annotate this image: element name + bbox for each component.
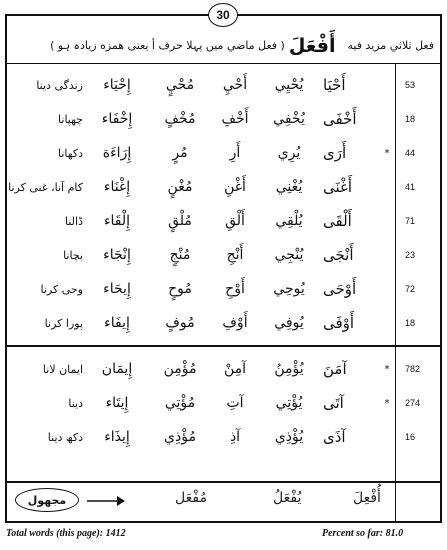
infinitive-cell: إِيحَاء — [103, 281, 131, 297]
asterisk-mark: * — [384, 147, 390, 159]
word-count-cell: 72 — [405, 284, 416, 294]
active-participle-cell: مُحْيٍ — [165, 77, 195, 93]
word-count-cell: 18 — [405, 318, 416, 328]
active-participle-cell: مُنْجٍ — [169, 247, 191, 263]
active-participle-cell: مُوحٍ — [168, 281, 192, 297]
word-count-cell: 16 — [405, 432, 416, 442]
page-number: 30 — [208, 3, 238, 27]
active-participle-cell: مُغْنٍ — [167, 179, 193, 195]
past-cell: أَوْفَى — [323, 314, 355, 332]
meaning-cell: وحی کرنا — [40, 282, 83, 296]
asterisk-mark — [381, 238, 393, 272]
past-cell: أَغْنَى — [323, 178, 353, 196]
table-row — [5, 68, 442, 102]
table-header — [5, 28, 442, 64]
past-cell: أَخْفَى — [323, 110, 357, 128]
table-row — [5, 204, 442, 238]
infinitive-cell: إِرَاءَة — [102, 145, 132, 161]
imperfect-cell: يُوفِي — [274, 315, 304, 331]
arrow-right-icon — [85, 495, 125, 507]
imperative-cell: أَحْيِ — [222, 77, 248, 93]
passive-label: مجهول — [15, 488, 79, 512]
imperfect-cell: يُوحِي — [273, 281, 305, 297]
imperative-cell: أَلْقِ — [225, 213, 245, 229]
imperfect-cell: يُرِي — [277, 145, 301, 161]
asterisk-mark — [381, 306, 393, 340]
meaning-cell: کام آنا، غنی کرنا — [8, 180, 83, 194]
infinitive-cell: إِغْنَاء — [103, 179, 131, 195]
imperfect-cell: يُلْقِي — [275, 213, 303, 229]
imperative-cell: آمِنْ — [223, 361, 247, 377]
verb-category: فعل ثلاثي مزيد فيه — [347, 39, 434, 52]
total-words: Total words (this page): 1412 — [6, 528, 126, 539]
word-count-cell: 274 — [405, 398, 421, 408]
passive-imperfect-pattern: يُفْعَلُ — [273, 490, 302, 506]
imperfect-cell: يُنْجِي — [274, 247, 304, 263]
table-row — [5, 102, 442, 136]
imperative-cell: أَنْجِ — [226, 247, 244, 263]
meaning-cell: ایمان لانا — [42, 362, 83, 376]
asterisk-mark — [381, 272, 393, 306]
past-cell: آذَى — [323, 428, 346, 446]
active-participle-cell: مُؤْذِي — [164, 429, 196, 445]
past-cell: آمَنَ — [323, 360, 347, 378]
past-cell: أَوْحَى — [323, 280, 357, 298]
meaning-cell: دینا — [68, 396, 83, 410]
imperfect-cell: يُؤْمِنُ — [274, 361, 304, 377]
imperative-cell: أَرِ — [229, 145, 241, 161]
table-row — [5, 170, 442, 204]
meaning-cell: دکھ دینا — [47, 430, 83, 444]
passive-participle-pattern: مُفْعَل — [175, 490, 207, 506]
active-participle-cell: مُؤْمِن — [163, 361, 197, 377]
asterisk-mark: * — [384, 397, 390, 409]
table-row — [5, 136, 442, 170]
section-divider — [5, 345, 442, 347]
imperfect-cell: يُؤْذِي — [274, 429, 304, 445]
table-row — [5, 420, 442, 454]
table-row — [5, 306, 442, 340]
verb-form-description: ( فعل ماضي میں پہلا حرف أ یعنی همزه زیادہ ہو ) — [50, 39, 285, 52]
active-participle-cell: مُرٍ — [172, 145, 188, 161]
word-count-cell: 18 — [405, 114, 416, 124]
passive-row — [5, 482, 442, 522]
infinitive-cell: إِيذَاء — [104, 429, 130, 445]
infinitive-cell: إِحْيَاء — [103, 77, 131, 93]
asterisk-mark: * — [384, 363, 390, 375]
table-row — [5, 238, 442, 272]
word-count-cell: 782 — [405, 364, 421, 374]
imperfect-cell: يُؤْتِي — [275, 395, 303, 411]
active-participle-cell: مُؤْتِي — [164, 395, 196, 411]
past-cell: آتَى — [323, 394, 344, 412]
asterisk-mark — [381, 170, 393, 204]
word-count-cell: 53 — [405, 80, 416, 90]
infinitive-cell: إِيمَان — [101, 361, 133, 377]
imperative-cell: أَغْنِ — [224, 179, 246, 195]
passive-past-pattern: أُفْعِلَ — [353, 490, 381, 506]
word-count-cell: 41 — [405, 182, 416, 192]
word-count-cell: 23 — [405, 250, 416, 260]
word-count-cell: 71 — [405, 216, 416, 226]
imperfect-cell: يُخْفِي — [273, 111, 305, 127]
infinitive-cell: إِخْفَاء — [101, 111, 133, 127]
imperative-cell: آتِ — [226, 395, 244, 411]
asterisk-mark — [381, 102, 393, 136]
imperative-cell: أَوْفِ — [222, 315, 248, 331]
imperfect-cell: يُحْيِي — [274, 77, 304, 93]
imperative-cell: أَخْفِ — [221, 111, 249, 127]
active-participle-cell: مُوفٍ — [165, 315, 195, 331]
infinitive-cell: إِيتَاء — [105, 395, 129, 411]
past-cell: أَنْجَى — [323, 246, 354, 264]
infinitive-cell: إِيفَاء — [104, 315, 130, 331]
past-cell: أَرَى — [323, 144, 347, 162]
asterisk-mark — [381, 420, 393, 454]
verb-form-title: أَفْعَلَ — [288, 34, 336, 57]
meaning-cell: دکھانا — [58, 146, 83, 160]
percent-so-far: Percent so far: 81.0 — [322, 528, 404, 539]
table-row — [5, 386, 442, 420]
table-row — [5, 272, 442, 306]
table-row — [5, 352, 442, 386]
imperative-cell: آذِ — [229, 429, 241, 445]
infinitive-cell: إِلْقَاء — [103, 213, 131, 229]
asterisk-mark — [381, 204, 393, 238]
meaning-cell: چھپانا — [58, 112, 83, 126]
active-participle-cell: مُخْفٍ — [164, 111, 196, 127]
meaning-cell: ڈالنا — [65, 214, 83, 228]
past-cell: أَلْقَى — [323, 212, 352, 230]
past-cell: أَحْيَا — [323, 76, 346, 94]
imperative-cell: أَوْحِ — [225, 281, 245, 297]
meaning-cell: بچانا — [63, 248, 83, 262]
infinitive-cell: إِنْجَاء — [103, 247, 131, 263]
imperfect-cell: يُغْنِي — [275, 179, 303, 195]
asterisk-mark — [381, 68, 393, 102]
meaning-cell: زندگی دینا — [36, 78, 83, 92]
word-count-cell: 44 — [405, 148, 416, 158]
active-participle-cell: مُلْقٍ — [168, 213, 192, 229]
meaning-cell: پورا کرنا — [44, 316, 83, 330]
